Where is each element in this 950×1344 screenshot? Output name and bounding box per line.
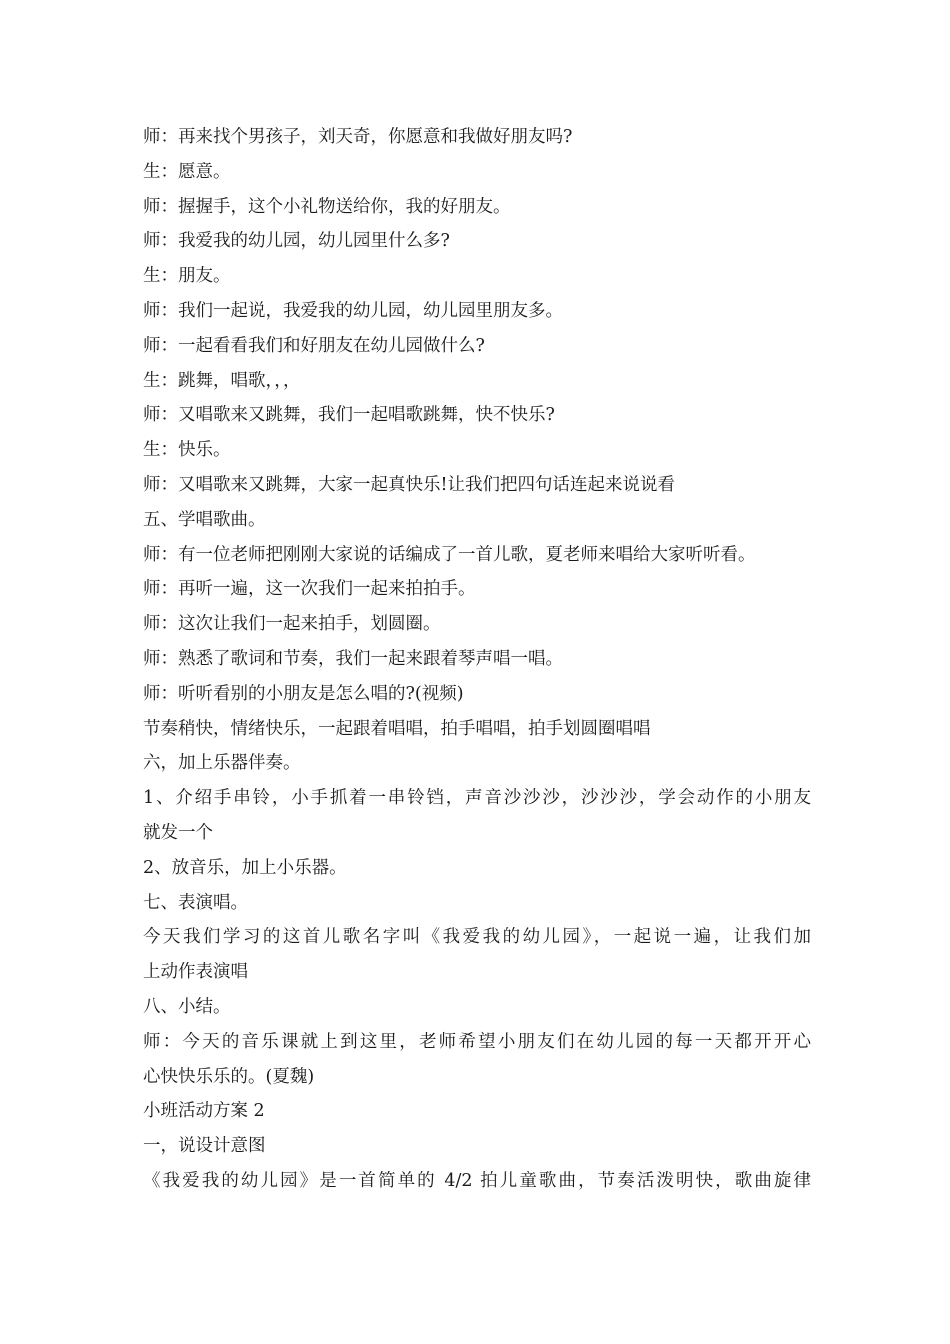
text-line: 五、学唱歌曲。 [143,509,266,530]
text-line: 七、表演唱。 [143,892,248,913]
text-line: 师：再听一遍，这一次我们一起来拍拍手。 [143,579,476,600]
text-line: 师：再来找个男孩子，刘天奇，你愿意和我做好朋友吗? [143,127,573,147]
text-line: 今天我们学习的这首儿歌名字叫《我爱我的幼儿园》，一起说一遍，让我们加 [143,927,811,948]
text-line: 生：快乐。 [143,440,231,461]
text-line: 1、介绍手串铃，小手抓着一串铃铛，声音沙沙沙，沙沙沙，学会动作的小朋友 [143,788,811,809]
text-line: 师：听听看别的小朋友是怎么唱的?(视频) [143,683,464,704]
text-line: 师：握握手，这个小礼物送给你，我的好朋友。 [143,196,511,217]
text-line: 一，说设计意图 [143,1136,266,1157]
text-line: 师：有一位老师把刚刚大家说的话编成了一首儿歌，夏老师来唱给大家听听看。 [143,544,756,565]
text-line: 上动作表演唱 [143,962,248,983]
text-line: 小班活动方案 2 [143,1101,265,1122]
text-line: 师：一起看看我们和好朋友在幼儿园做什么? [143,335,485,356]
text-line: 八、小结。 [143,996,231,1017]
text-line: 师：今天的音乐课就上到这里，老师希望小朋友们在幼儿园的每一天都开开心 [143,1031,811,1052]
text-line: 师：我们一起说，我爱我的幼儿园，幼儿园里朋友多。 [143,300,563,321]
text-line: 生：朋友。 [143,266,231,287]
text-line: 师：又唱歌来又跳舞，我们一起唱歌跳舞，快不快乐? [143,405,555,426]
text-line: 生：跳舞，唱歌，，， [143,370,301,391]
text-line: 节奏稍快，情绪快乐，一起跟着唱唱，拍手唱唱，拍手划圆圈唱唱 [143,718,651,739]
text-line: 2、放音乐，加上小乐器。 [143,857,347,878]
document-body [143,120,811,1199]
text-line: 师：又唱歌来又跳舞，大家一起真快乐!让我们把四句话连起来说说看 [143,474,676,495]
text-line: 《我爱我的幼儿园》是一首简单的 4/2 拍儿童歌曲，节奏活泼明快，歌曲旋律 [143,1170,811,1191]
text-line: 师：我爱我的幼儿园，幼儿园里什么多? [143,231,450,252]
text-line: 六，加上乐器伴奏。 [143,753,301,774]
text-line: 生：愿意。 [143,161,231,182]
text-line: 就发一个 [143,822,213,843]
text-line: 心快快乐乐的。(夏魏) [143,1066,315,1087]
text-line: 师：熟悉了歌词和节奏，我们一起来跟着琴声唱一唱。 [143,648,563,669]
text-line: 师：这次让我们一起来拍手，划圆圈。 [143,614,441,635]
